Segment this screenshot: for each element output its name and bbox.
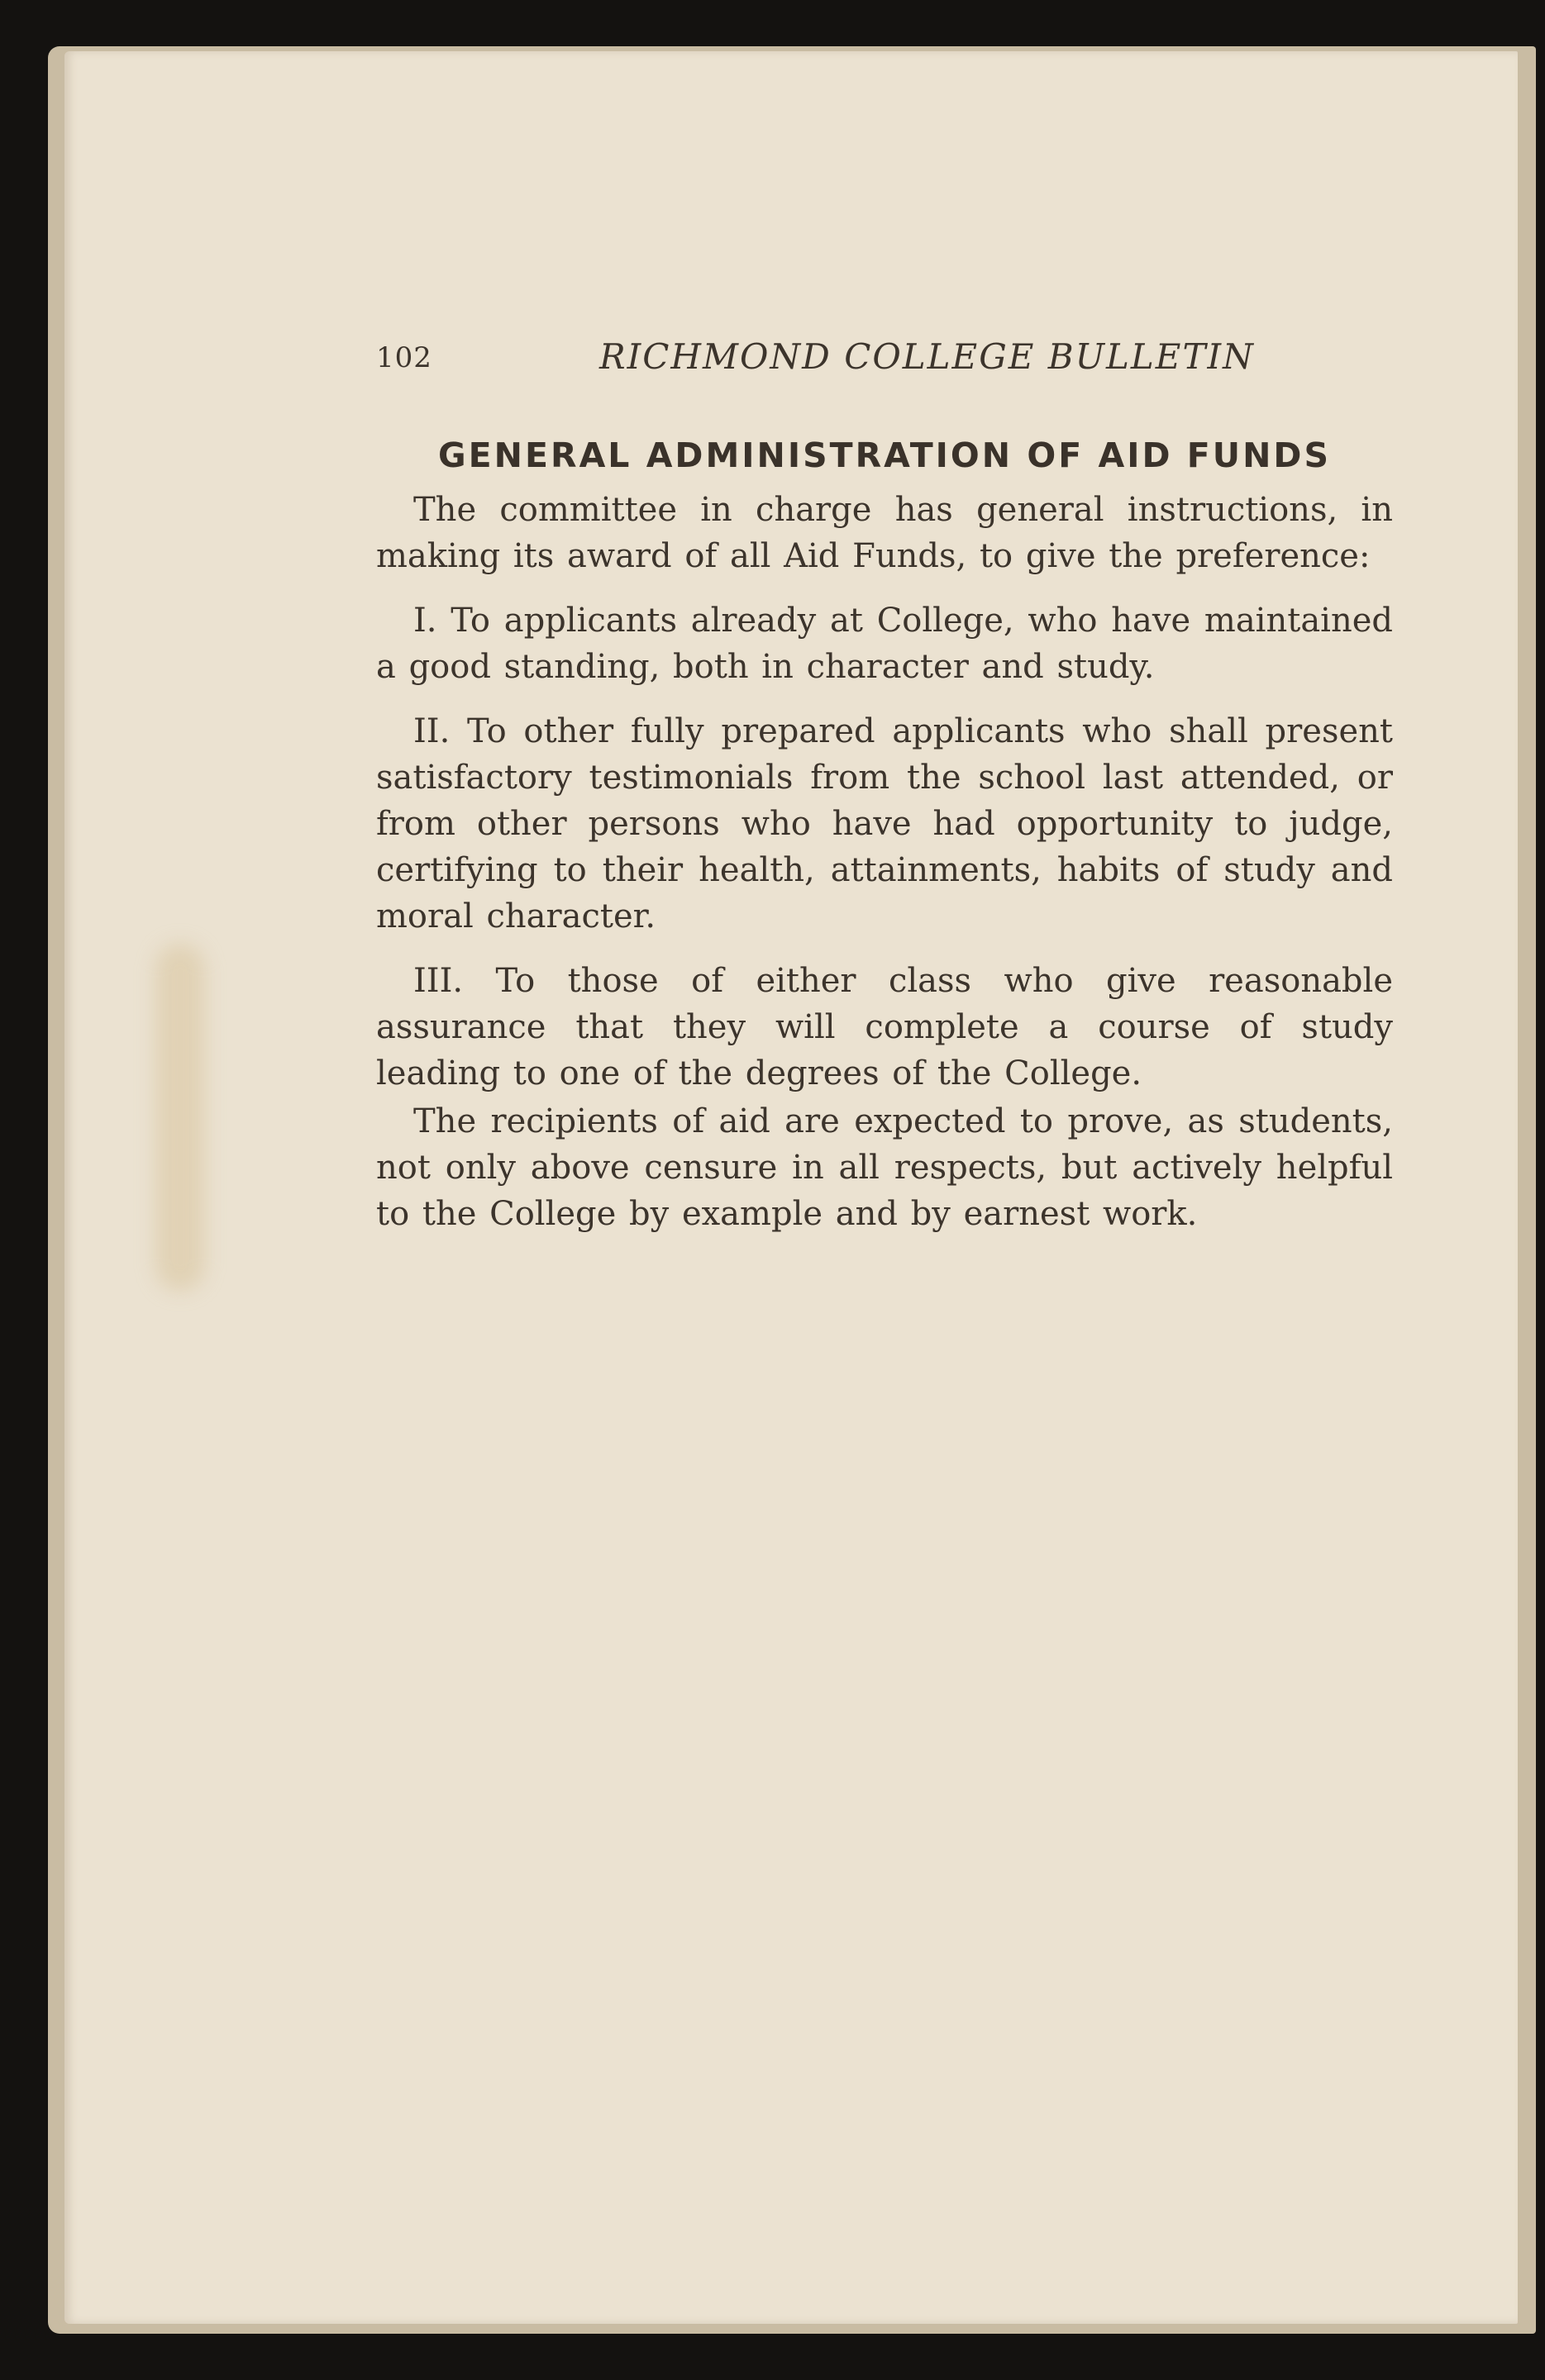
page-text-block	[376, 326, 1393, 1237]
paper-stain	[155, 944, 205, 1291]
paragraph-preference-2: II. To other fully prepared applicants who shall present satisfactory testimonials from the school last attended, or from other persons who have had opportunity to judge, certifying to their health, attainments, habits of study and moral character.	[376, 712, 1393, 935]
paragraph-intro: The committee in charge has general instructions, in making its award of all Aid Funds, to give the preference:	[376, 491, 1393, 575]
running-title: RICHMOND COLLEGE BULLETIN	[599, 336, 1255, 377]
paragraph-recipients: The recipients of aid are expected to prove, as students, not only above censure in all respects, but actively helpful to the College by example and by earnest work.	[376, 1102, 1393, 1233]
paragraph-preference-3: III. To those of either class who give reasonable assurance that they will complete a course of study leading to one of the degrees of the College.	[376, 962, 1393, 1092]
running-head	[376, 326, 1393, 384]
paragraph-preference-1: I. To applicants already at College, who have maintained a good standing, both in character and study.	[376, 602, 1393, 686]
section-heading: GENERAL ADMINISTRATION OF AID FUNDS	[438, 436, 1331, 475]
page-number: 102	[376, 341, 432, 374]
